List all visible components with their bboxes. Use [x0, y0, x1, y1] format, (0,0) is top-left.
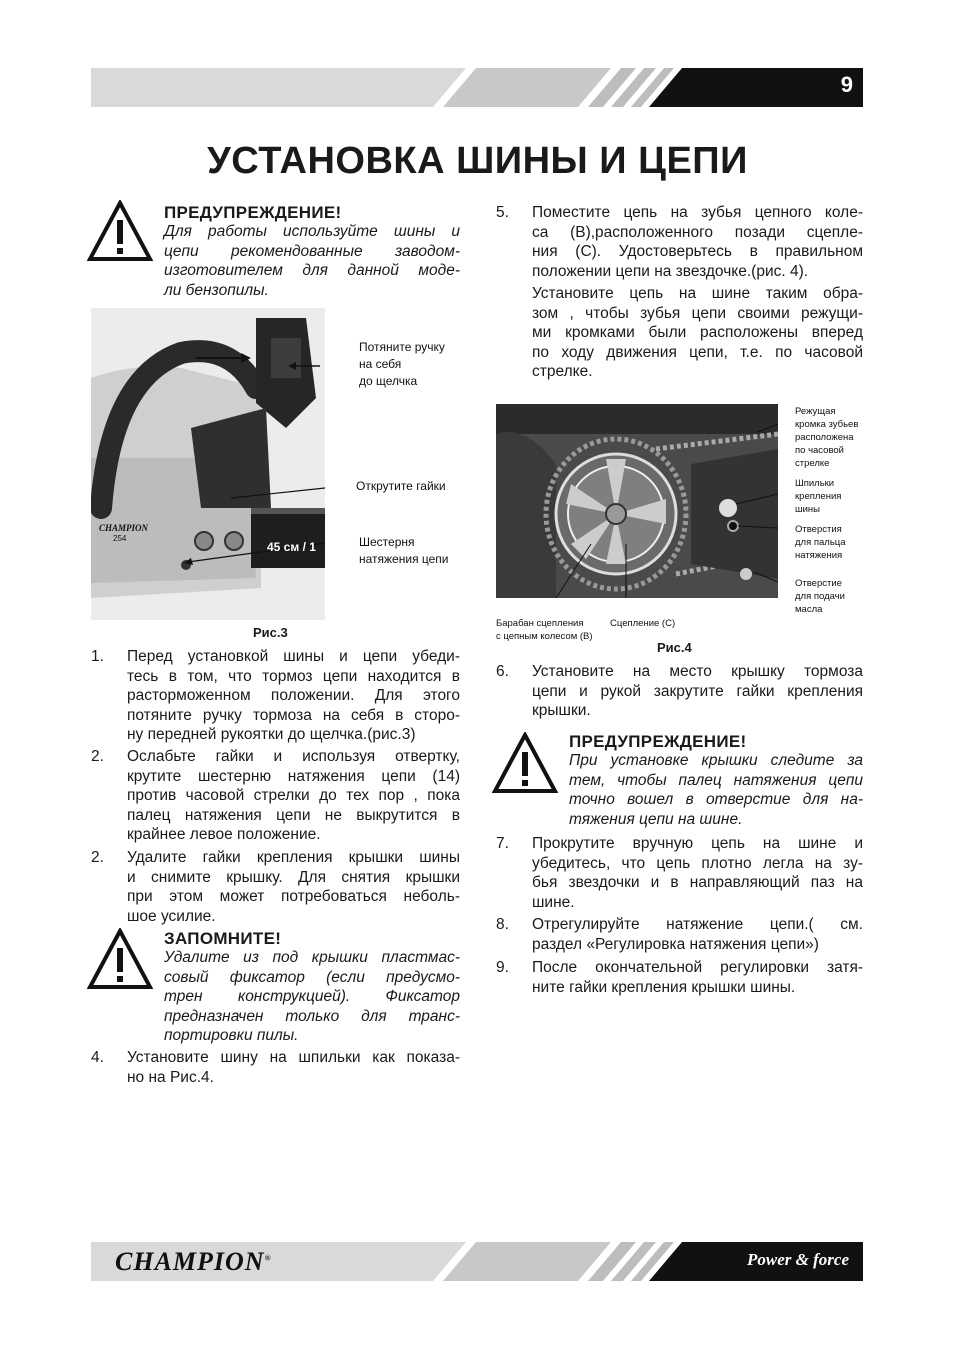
annotation-tension-holes: Отверстия для пальца натяжения	[795, 524, 846, 561]
figure3-caption: Рис.3	[253, 625, 288, 640]
warning-triangle-icon	[87, 200, 153, 262]
list-item: 5. Поместите цепь на зубья цепного коле- са (В),расположенного позади сцепле- ния (С). Удостоверьтесь в правильном положении цепи на звездочке.(рис. 4).	[496, 204, 863, 280]
annotation-unscrew-nuts: Открутите гайки	[356, 479, 446, 493]
figure4-caption: Рис.4	[657, 640, 692, 655]
brand-logo: CHAMPION®	[115, 1247, 272, 1276]
warning-title: ПРЕДУПРЕЖДЕНИЕ!	[569, 732, 747, 751]
list-item: 8. Отрегулируйте натяжение цепи.( см. раздел «Регулировка натяжения цепи»)	[496, 916, 863, 953]
list-item: 2. Ослабьте гайки и используя отвертку, крутите шестерню натяжения цепи (14) против часовой стрелки до тех пор , пока палец натяжения цепи не выкрутится в крайнее левое положение.	[91, 748, 460, 843]
saw-model-number: 254	[113, 534, 127, 543]
header-bar	[91, 68, 863, 107]
warning-triangle-icon	[87, 928, 153, 990]
annotation-bar-studs: Шпильки крепления шины	[795, 478, 842, 515]
list-item: 1. Перед установкой шины и цепи убеди- тесь в том, что тормоз цепи находится в расторможенном положении. Для этого потяните ручку тормоза на себя в сторо- ну передней рукоятки до щелчка.(рис.3)	[91, 648, 460, 743]
annotation-clutch: Сцепление (С)	[610, 618, 676, 629]
list-item: 9. После окончательной регулировки затя- ните гайки крепления крышки шины.	[496, 959, 863, 996]
figure3-photo	[91, 308, 325, 620]
annotation-gear: Шестерня натяжения цепи	[359, 535, 449, 566]
note-title: ЗАПОМНИТЕ!	[164, 929, 282, 948]
note-text: Удалите из под крышки пластмас- совый фиксатор (если предусмо- трен конструкцией). Фиксатор предназначен только для транс- портировки пилы.	[164, 949, 460, 1044]
slogan: Power & force	[747, 1250, 849, 1269]
step5-paragraph: Установите цепь на шине таким обра- зом , чтобы зубья цепи своими режущи- ми кромками были расположены вперед по ходу движения цепи, т.е. по часовой стрелке.	[532, 285, 863, 380]
list-item: 4. Установите шину на шпильки как показа- но на Рис.4.	[91, 1049, 460, 1086]
bar-marking: 45 см / 1	[267, 540, 316, 554]
annotation-oil-hole: Отверстие для подачи масла	[795, 578, 845, 615]
annotation-pull-handle: Потяните ручку на себя до щелчка	[359, 340, 445, 388]
page-title: УСТАНОВКА ШИНЫ И ЦЕПИ	[207, 140, 748, 182]
warning-title: ПРЕДУПРЕЖДЕНИЕ!	[164, 203, 342, 222]
annotation-cutting-edge: Режущая кромка зубьев расположена по часовой стрелке	[795, 406, 859, 469]
list-item: 6. Установите на место крышку тормоза цепи и рукой закрутите гайки крепления крышки.	[496, 663, 863, 719]
list-item: 7. Прокрутите вручную цепь на шине и убедитесь, что цепь плотно легла на зу- бья звездочки и в направляющий паз на шине.	[496, 835, 863, 911]
warning-text: Для работы используйте шины и цепи рекомендованные заводом- изготовителем для данной моде- ли бензопилы.	[164, 223, 460, 299]
saw-brand-label: CHAMPION	[99, 523, 149, 533]
annotation-clutch-drum: Барабан сцепления с цепным колесом (В)	[496, 618, 593, 642]
figure4-photo	[496, 404, 778, 598]
footer-bar	[91, 1242, 863, 1281]
warning-triangle-icon	[492, 732, 558, 794]
warning-text: При установке крышки следите за тем, чтобы палец натяжения цепи точно вошел в отверстие для на- тяжения цепи на шине.	[569, 752, 863, 828]
page-number: 9	[840, 72, 853, 97]
list-item: 2. Удалите гайки крепления крышки шины и снимите крышку. Для снятия крышки при этом может потребоваться неболь- шое усилие.	[91, 849, 460, 925]
